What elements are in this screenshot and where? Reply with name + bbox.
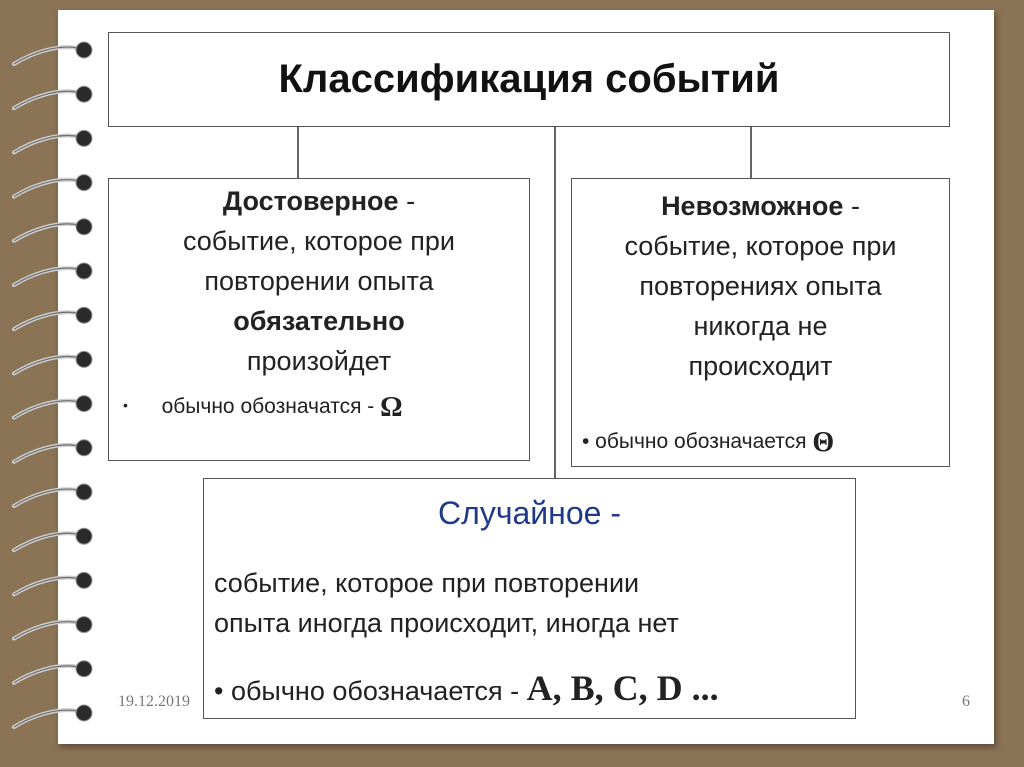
- spiral-ring-shade: [14, 445, 78, 462]
- spiral-ring-shade: [14, 401, 78, 418]
- certain-event-box: [108, 178, 530, 461]
- spiral-ring-shade: [14, 533, 78, 550]
- impossible-event-box: [571, 178, 950, 467]
- random-line-2: опыта иногда происходит, иногда нет: [214, 608, 679, 638]
- impossible-event-dash: -: [850, 191, 860, 221]
- spiral-hole: [76, 351, 92, 367]
- spiral-hole: [76, 263, 92, 279]
- spiral-ring-shade: [14, 489, 78, 506]
- spiral-ring-shade: [14, 622, 78, 639]
- spiral-ring-shade: [14, 666, 78, 683]
- certain-event-definition: [109, 181, 529, 381]
- random-notation: [214, 667, 719, 709]
- spiral-ring-shade: [14, 47, 78, 64]
- spiral-hole: [76, 528, 92, 544]
- impossible-notation-text: • обычно обозначается: [582, 430, 807, 453]
- spiral-binding: [0, 0, 110, 767]
- page-title: Классификация событий: [278, 56, 780, 101]
- random-event-definition: [214, 563, 679, 643]
- event-letters: A, B, C, D ...: [526, 668, 719, 708]
- impossible-line-3: никогда не: [693, 311, 828, 341]
- random-event-term: Случайное -: [438, 495, 621, 531]
- spiral-hole: [76, 175, 92, 191]
- certain-line-2: повторении опыта: [204, 266, 434, 296]
- connector-left: [297, 126, 299, 178]
- spiral-ring-shade: [14, 577, 78, 594]
- spiral-hole: [76, 484, 92, 500]
- spiral-ring-shade: [14, 180, 78, 197]
- spiral-hole: [76, 86, 92, 102]
- spiral-ring-shade: [14, 710, 78, 727]
- spiral-ring-shade: [14, 91, 78, 108]
- slide-date: 19.12.2019: [118, 693, 190, 710]
- spiral-ring-shade: [14, 135, 78, 152]
- spiral-hole: [76, 661, 92, 677]
- impossible-notation: [582, 427, 834, 459]
- certain-event-term: Достоверное: [222, 186, 399, 216]
- spiral-ring-shade: [14, 268, 78, 285]
- spiral-hole: [76, 307, 92, 323]
- omega-symbol: Ω: [380, 392, 403, 423]
- connector-trunk: [554, 126, 556, 478]
- impossible-event-term: Невозможное: [661, 191, 844, 221]
- spiral-hole: [76, 440, 92, 456]
- connector-right: [750, 126, 752, 178]
- theta-symbol: Θ: [812, 427, 835, 458]
- spiral-ring-shade: [14, 356, 78, 373]
- certain-event-dash: -: [406, 186, 416, 216]
- spiral-hole: [76, 130, 92, 146]
- impossible-line-1: событие, которое при: [624, 231, 897, 261]
- impossible-line-4: происходит: [688, 351, 833, 381]
- slide-page-number: 6: [962, 693, 970, 710]
- certain-notation-text: обычно обозначатся -: [161, 395, 375, 418]
- certain-line-3: произойдет: [246, 346, 392, 376]
- spiral-hole: [76, 219, 92, 235]
- bullet-marker: •: [123, 397, 128, 413]
- spiral-ring-shade: [14, 312, 78, 329]
- random-notation-text: • обычно обозначается -: [214, 676, 520, 706]
- impossible-line-2: повторениях опыта: [639, 271, 882, 301]
- random-event-box: [203, 478, 856, 719]
- spiral-hole: [76, 617, 92, 633]
- certain-notation: [123, 392, 403, 424]
- spiral-hole: [76, 705, 92, 721]
- spiral-hole: [76, 396, 92, 412]
- random-line-1: событие, которое при повторении: [214, 568, 640, 598]
- spiral-ring-shade: [14, 224, 78, 241]
- certain-line-1: событие, которое при: [182, 226, 456, 256]
- spiral-hole: [76, 572, 92, 588]
- spiral-hole: [76, 42, 92, 58]
- certain-emphasis: обязательно: [233, 306, 405, 336]
- impossible-event-definition: [572, 186, 949, 386]
